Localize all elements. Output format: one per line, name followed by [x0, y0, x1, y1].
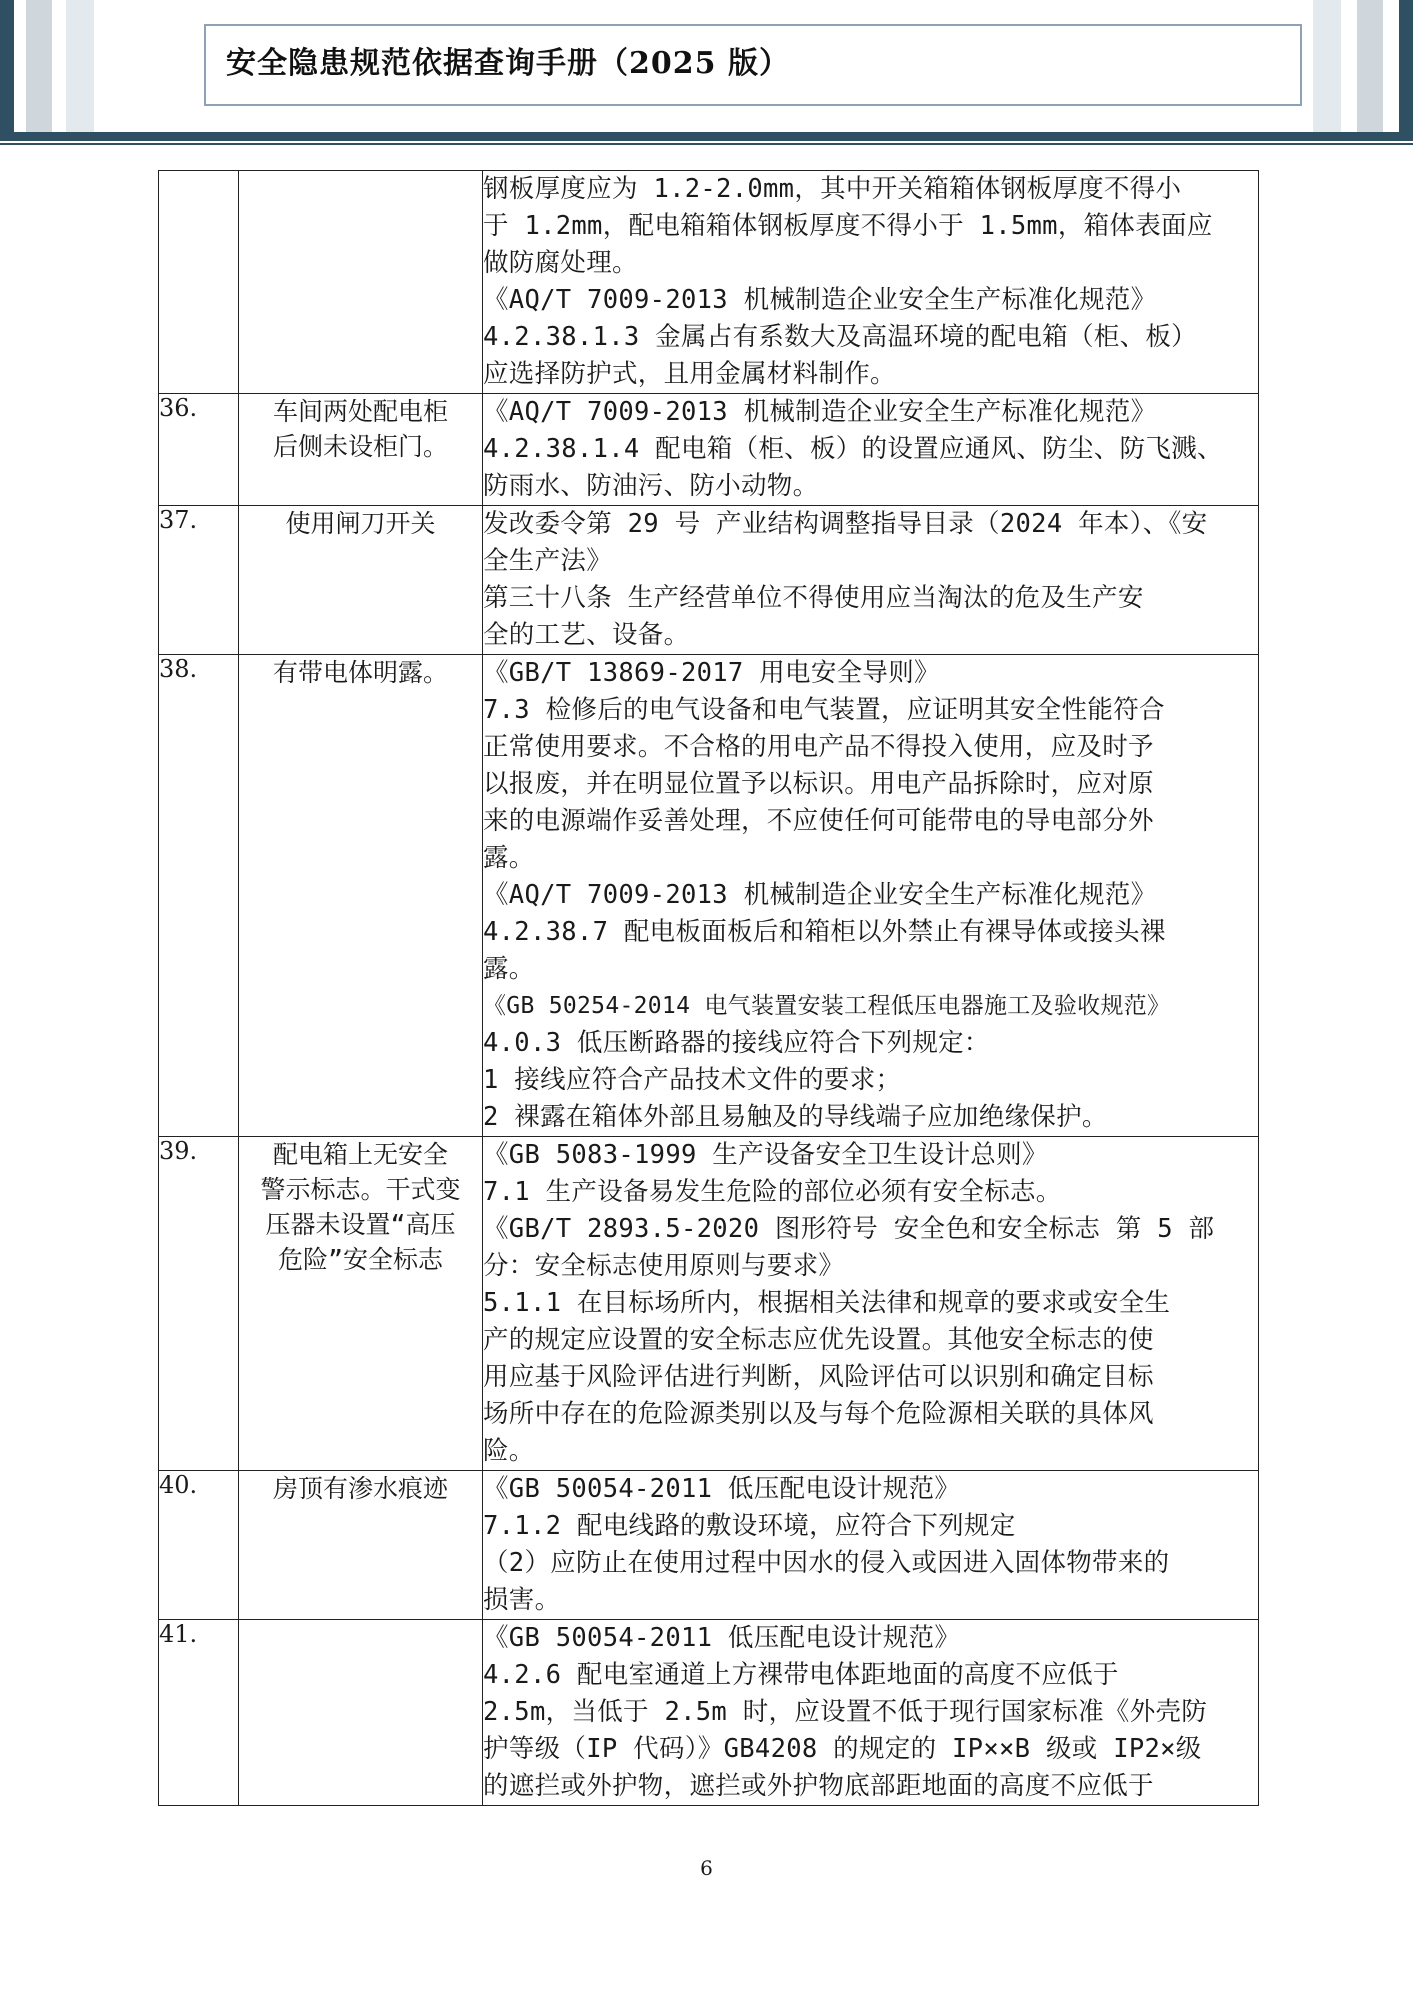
- reference-line: 正常使用要求。不合格的用电产品不得投入使用，应及时予: [483, 732, 1154, 762]
- reference-line: 来的电源端作妥善处理，不应使任何可能带电的导电部分外: [483, 806, 1154, 836]
- table-row: [159, 1620, 1259, 1806]
- hazard-line: 车间两处配电柜: [272, 397, 448, 426]
- reference-line: 4.0.3 低压断路器的接线应符合下列规定：: [483, 1028, 990, 1058]
- reference-line: 护等级（IP 代码）》GB4208 的规定的 IP××B 级或 IP2×级: [483, 1734, 1202, 1764]
- hazard-cell: [239, 1137, 483, 1471]
- hazard-line: 危险”安全标志: [277, 1245, 444, 1274]
- reference-line: 场所中存在的危险源类别以及与每个危险源相关联的具体风: [483, 1399, 1154, 1429]
- reference-line: 7.1 生产设备易发生危险的部位必须有安全标志。: [483, 1177, 1062, 1207]
- table-row: [159, 655, 1259, 1137]
- header-rule: [0, 143, 1413, 145]
- reference-cell: [483, 1137, 1259, 1471]
- reference-line: 4.2.38.7 配电板面板后和箱柜以外禁止有裸导体或接头裸: [483, 917, 1166, 947]
- reference-cell: [483, 506, 1259, 655]
- reference-line: 分：安全标志使用原则与要求》: [483, 1251, 845, 1281]
- reference-line: 《AQ/T 7009-2013 机械制造企业安全生产标准化规范》: [483, 285, 1157, 315]
- reference-line: 全生产法》: [483, 546, 613, 576]
- reference-line: 《GB/T 13869-2017 用电安全导则》: [483, 658, 940, 688]
- row-number: 40.: [159, 1471, 239, 1620]
- reference-line: 应选择防护式，且用金属材料制作。: [483, 359, 896, 389]
- table-row: [159, 394, 1259, 506]
- reference-line: 《GB 50054-2011 低压配电设计规范》: [483, 1474, 961, 1504]
- header-stripe-right-light: [1313, 0, 1341, 132]
- table-row: [159, 1137, 1259, 1471]
- reference-line: 《GB 50254-2014 电气装置安装工程低压电器施工及验收规范》: [483, 993, 1171, 1019]
- hazard-line: 有带电体明露。: [272, 658, 448, 687]
- reference-line: 于 1.2mm，配电箱箱体钢板厚度不得小于 1.5mm，箱体表面应: [483, 211, 1213, 241]
- hazard-line: 后侧未设柜门。: [272, 432, 448, 461]
- table-row: [159, 1471, 1259, 1620]
- reference-cell: [483, 1471, 1259, 1620]
- header-stripe-left-dark: [0, 0, 14, 132]
- reference-line: 4.2.6 配电室通道上方裸带电体距地面的高度不应低于: [483, 1660, 1119, 1690]
- reference-line: 《GB/T 2893.5-2020 图形符号 安全色和安全标志 第 5 部: [483, 1214, 1215, 1244]
- reference-line: 发改委令第 29 号 产业结构调整指导目录（2024 年本）、《安: [483, 509, 1208, 539]
- reference-line: 4.2.38.1.4 配电箱（柜、板）的设置应通风、防尘、防飞溅、: [483, 434, 1223, 464]
- hazard-line: 房顶有渗水痕迹: [272, 1474, 448, 1503]
- reference-cell: [483, 171, 1259, 394]
- hazard-cell: [239, 394, 483, 506]
- reference-line: 防雨水、防油污、防小动物。: [483, 471, 819, 501]
- regulation-table: [158, 170, 1259, 1806]
- hazard-cell: [239, 655, 483, 1137]
- reference-line: 以报废，并在明显位置予以标识。用电产品拆除时，应对原: [483, 769, 1154, 799]
- hazard-line: 使用闸刀开关: [285, 509, 436, 538]
- header-stripe-right-mid: [1357, 0, 1383, 132]
- row-number: 38.: [159, 655, 239, 1137]
- reference-line: 《GB 5083-1999 生产设备安全卫生设计总则》: [483, 1140, 1048, 1170]
- reference-line: 2 裸露在箱体外部且易触及的导线端子应加绝缘保护。: [483, 1102, 1108, 1132]
- table-row: [159, 171, 1259, 394]
- header-bar: [0, 132, 1413, 141]
- reference-line: 《GB 50054-2011 低压配电设计规范》: [483, 1623, 961, 1653]
- reference-line: 钢板厚度应为 1.2-2.0mm，其中开关箱箱体钢板厚度不得小: [483, 174, 1182, 204]
- hazard-cell: [239, 171, 483, 394]
- reference-cell: [483, 1620, 1259, 1806]
- reference-cell: [483, 394, 1259, 506]
- reference-line: （2）应防止在使用过程中因水的侵入或因进入固体物带来的: [483, 1548, 1170, 1578]
- reference-line: 5.1.1 在目标场所内，根据相关法律和规章的要求或安全生: [483, 1288, 1171, 1318]
- reference-line: 《AQ/T 7009-2013 机械制造企业安全生产标准化规范》: [483, 397, 1157, 427]
- reference-line: 做防腐处理。: [483, 248, 638, 278]
- table-body: [159, 171, 1259, 1806]
- reference-line: 险。: [483, 1436, 535, 1466]
- reference-line: 《AQ/T 7009-2013 机械制造企业安全生产标准化规范》: [483, 880, 1157, 910]
- reference-cell: [483, 655, 1259, 1137]
- hazard-line: 警示标志。干式变: [260, 1175, 461, 1204]
- document-title: 安全隐患规范依据查询手册（2025 版）: [226, 46, 790, 81]
- header-stripe-left-mid: [26, 0, 52, 132]
- row-number: 37.: [159, 506, 239, 655]
- hazard-line: 压器未设置“高压: [265, 1210, 456, 1239]
- reference-line: 1 接线应符合产品技术文件的要求；: [483, 1065, 902, 1095]
- reference-line: 的遮拦或外护物，遮拦或外护物底部距地面的高度不应低于: [483, 1771, 1154, 1801]
- hazard-cell: [239, 506, 483, 655]
- reference-line: 露。: [483, 843, 535, 873]
- row-number: 36.: [159, 394, 239, 506]
- reference-line: 损害。: [483, 1585, 561, 1615]
- hazard-line: 配电箱上无安全: [272, 1140, 448, 1169]
- title-box: [204, 24, 1302, 106]
- reference-line: 2.5m，当低于 2.5m 时，应设置不低于现行国家标准《外壳防: [483, 1697, 1208, 1727]
- reference-line: 用应基于风险评估进行判断，风险评估可以识别和确定目标: [483, 1362, 1154, 1392]
- row-number: [159, 171, 239, 394]
- reference-line: 全的工艺、设备。: [483, 620, 690, 650]
- table-row: [159, 506, 1259, 655]
- row-number: 39.: [159, 1137, 239, 1471]
- hazard-cell: [239, 1620, 483, 1806]
- reference-line: 产的规定应设置的安全标志应优先设置。其他安全标志的使: [483, 1325, 1154, 1355]
- reference-line: 露。: [483, 954, 535, 984]
- reference-line: 7.3 检修后的电气设备和电气装置，应证明其安全性能符合: [483, 695, 1165, 725]
- header-stripe-left-light: [66, 0, 94, 132]
- reference-line: 4.2.38.1.3 金属占有系数大及高温环境的配电箱（柜、板）: [483, 322, 1197, 352]
- row-number: 41.: [159, 1620, 239, 1806]
- hazard-cell: [239, 1471, 483, 1620]
- page-number: 6: [700, 1856, 713, 1880]
- reference-line: 7.1.2 配电线路的敷设环境，应符合下列规定: [483, 1511, 1016, 1541]
- reference-line: 第三十八条 生产经营单位不得使用应当淘汰的危及生产安: [483, 583, 1144, 613]
- header-stripe-right-dark: [1399, 0, 1413, 132]
